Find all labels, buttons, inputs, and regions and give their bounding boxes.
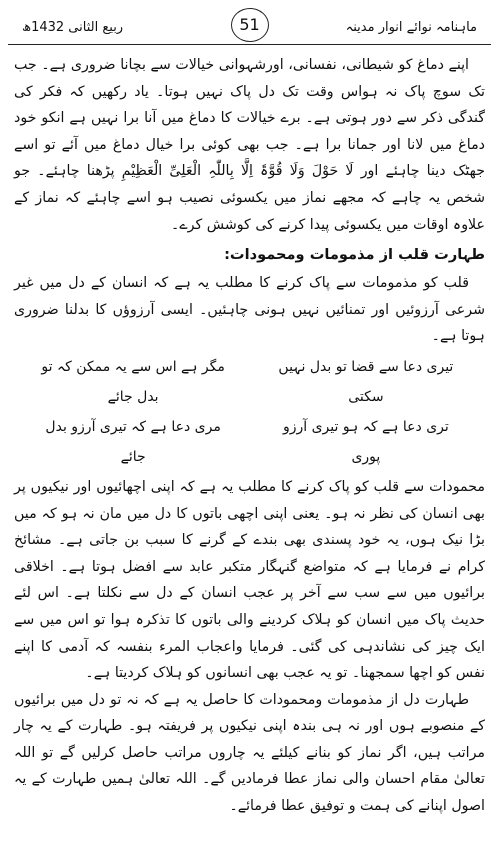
hemistich: مگر ہے اس سے یہ ممکن کہ تو بدل جائے bbox=[41, 358, 225, 405]
paragraph-mind-purity: اپنے دماغ کو شیطانی، نفسانی، اورشہوانی خیالات سے بچانا ضروری ہے۔ جب تک سوچ پاک نہ ہواس وقت تک دل پاک نہیں ہوتا۔ یاد رکھیں کہ فکر کی گندگی ذکر سے دور ہوتی ہے۔ برے خیالات کا دماغ میں آنا برا نہیں ہے انکو خود دماغ میں لانا اور جمانا برا ہے۔ جب بھی کوئی برا خیال دماغ میں آئے تو اسے جھٹک دینا چاہئے اور لَا حَوْلَ وَلَا قُوَّۃَ اِلَّا بِاللّٰہِ الْعَلِیِّ الْعَظِیْمِ پڑھنا چاہئے۔ جو شخص یہ چاہے کہ مجھے نماز میں یکسوئی نصیب ہو اسے چاہئے کہ نماز کے علاوہ اوقات میں یکسوئی پیدا کرنے کی کوشش کرے۔ bbox=[14, 57, 485, 233]
hemistich: تیری دعا سے قضا تو بدل نہیں سکتی bbox=[278, 358, 454, 405]
paragraph-blameworthy: قلب کو مذمومات سے پاک کرنے کا مطلب یہ ہے کہ انسان کے دل میں غیر شرعی آرزوئیں اور تمنائیں نہیں ہونی چاہئیں۔ ایسی آرزوؤں کا بدلنا ضروری ہوتا ہے۔ bbox=[14, 275, 485, 345]
couplet-line-2 bbox=[14, 412, 485, 472]
hemistich: تری دعا ہے کہ ہو تیری آرزو پوری bbox=[282, 418, 449, 465]
couplet-line-1 bbox=[14, 352, 485, 412]
header-divider bbox=[8, 44, 491, 45]
issue-date: ربیع الثانی 1432ھ bbox=[22, 20, 124, 35]
paragraph-conclusion: طہارت دل از مذمومات ومحمودات کا حاصل یہ ہے کہ نہ تو دل میں برائیوں کے منصوبے ہوں اور نہ ہی بندہ اپنی نیکیوں پر فریفتہ ہو۔ طہارت کے یہ چار مراتب ہیں، اگر نماز کو بنانے کیلئے یہ چاروں مراتب حاصل کرلیں گے تو اللہ تعالیٰ مقام احسان والی نماز عطا فرمادیں گے۔ اللہ تعالیٰ ہمیں طہارت کے یہ اصول اپنانے کی ہمت و توفیق عطا فرمائے۔ bbox=[14, 691, 485, 815]
article-body bbox=[14, 52, 485, 820]
poetry-couplet bbox=[14, 352, 485, 472]
magazine-title: ماہنامہ نوائے انوار مدینہ bbox=[345, 20, 477, 35]
section-heading: طہارت قلب از مذمومات ومحمودات: bbox=[224, 246, 485, 264]
hemistich: مری دعا ہے کہ تیری آرزو بدل جائے bbox=[45, 418, 221, 465]
paragraph-praiseworthy: محمودات سے قلب کو پاک کرنے کا مطلب یہ ہے کہ اپنی اچھائیوں اور نیکیوں پر بھی انسان کی نظر نہ ہو۔ یعنی اپنی اچھی باتوں کا دل میں مان نہ ہو کہ میں بڑا نیک ہوں، یہ خود پسندی بھی بندے کے گرنے کا سبب بن جاتی ہے۔ مشائخ کرام نے فرمایا ہے کہ متواضع گنہگار متکبر عابد سے افضل ہوتا ہے۔ اخلاقی برائیوں میں سے سب سے آخر پر عجب انسان کے دل سے نکلتا ہے۔ اس لئے حدیث پاک میں انسان کو ہلاک کردینے والی باتوں کا تذکرہ ہوا تو اس میں سے ایک چیز کی نشاندہی کی گئی۔ فرمایا واعجاب المرء بنفسہ کہ آدمی کا اپنے نفس کو اچھا سمجھنا۔ تو یہ عجب بھی انسانوں کو ہلاک کردیتا ہے۔ bbox=[14, 478, 485, 682]
page-number-circle: 51 bbox=[231, 8, 269, 42]
page-header bbox=[8, 6, 491, 46]
